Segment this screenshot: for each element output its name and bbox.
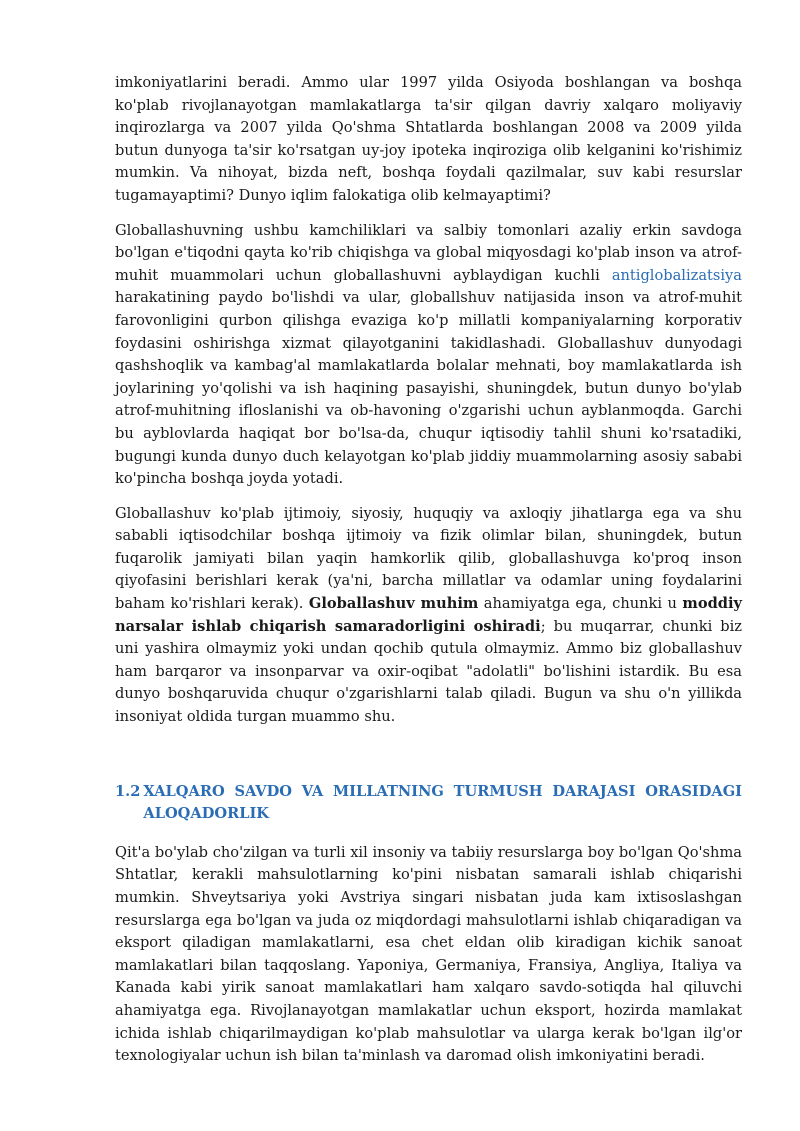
bold-phrase-globalization-important: Globallashuv muhim (308, 595, 479, 613)
paragraph-3 (115, 503, 742, 729)
bold-phrase-production-efficiency: moddiy narsalar ishlab chiqarish samaradorligini oshiradi (115, 595, 742, 635)
paragraph-2-text-after: harakatining paydo bo'lishdi va ular, globallshuv natijasida inson va atrof-muhit farovonligini qurbon qilishga evaziga ko'p millatli kompaniyalarning korporativ foydasini oshirishga xizmat qilayotganini takidlashadi. Globallashuv dunyodagi qashshoqlik va kambag'al mamlakatlarda bolalar mehnati, boy mamlakatlarda ish joylarining yo'qolishi va ish haqining pasayishi, shuningdek, butun dunyo bo'ylab atrof-muhitning ifloslanishi va ob-havoning o'zgarishi uchun ayblanmoqda. Garchi bu ayblovlarda haqiqat bor bo'lsa-da, chuqur iqtisodiy tahlil shuni ko'rsatadiki, bugungi kunda dunyo duch kelayotgan ko'plab jiddiy muammolarning asosiy sababi ko'pincha boshqa joyda yotadi. (115, 289, 742, 488)
section-title: XALQARO SAVDO VA MILLATNING TURMUSH DARAJASI ORASIDAGI ALOQADORLIK (143, 782, 742, 823)
paragraph-4: Qit'a bo'ylab cho'zilgan va turli xil insoniy va tabiiy resurslarga boy bo'lgan Qo'shma Shtatlar, kerakli mahsulotlarning ko'pini nisbatan samarali ishlab chiqarishi mumkin. Shveytsariya yoki Avstriya singari nisbatan juda kam ixtisoslashgan resurslarga ega bo'lgan va juda oz miqdordagi mahsulotlarni ishlab chiqaradigan va eksport qiladigan mamlakatlarni, esa chet eldan olib kiradigan kichik sanoat mamlakatlari bilan taqqoslang. Yaponiya, Germaniya, Fransiya, Angliya, Italiya va Kanada kabi yirik sanoat mamlakatlari ham xalqaro savdo-sotiqda hal qiluvchi ahamiyatga ega. Rivojlanayotgan mamlakatlar uchun eksport, hozirda mamlakat ichida ishlab chiqarilmaydigan ko'plab mahsulotlar va ularga kerak bo'lgan ilg'or texnologiyalar uchun ish bilan ta'minlash va daromad olish imkoniyatini beradi. (115, 843, 742, 1065)
antiglobalization-link[interactable]: antiglobalizatsiya (611, 266, 742, 284)
paragraph-2 (115, 220, 742, 491)
paragraph-2-text-before: Globallashuvning ushbu kamchiliklari va salbiy tomonlari azaliy erkin savdoga bo'lgan e'tiqodni qayta ko'rib chiqishga va global miqyosdagi ko'plab inson va atrof-muhit muammolari uchun globallashuvni ayblaydigan kuchli (115, 221, 742, 284)
paragraph-3-text-3: ; bu muqarrar, chunki biz uni yashira olmaymiz yoki undan qochib qutula olmaymiz. Ammo biz globallashuv ham barqaror va insonparvar va oxir-oqibat "adolatli" bo'lishini istardik. Bu esa dunyo boshqaruvida chuqur o'zgarishlarni talab qiladi. Bugun va shu o'n yillikda insoniyat oldida turgan muammo shu. (115, 617, 742, 726)
paragraph-1: imkoniyatlarini beradi. Ammo ular 1997 yilda Osiyoda boshlangan va boshqa ko'plab rivojlanayotgan mamlakatlarga ta'sir qilgan davriy xalqaro moliyaviy inqirozlarga va 2007 yilda Qo'shma Shtatlarda boshlangan 2008 va 2009 yilda butun dunyoga ta'sir ko'rsatgan uy-joy ipoteka inqiroziga olib kelganini ko'rishimiz mumkin. Va nihoyat, bizda neft, boshqa foydali qazilmalar, suv kabi resurslar tugamayaptimi? Dunyo iqlim falokatiga olib kelmayaptimi? (115, 74, 742, 204)
paragraph-3-text-1: Globallashuv ko'plab ijtimoiy, siyosiy, huquqiy va axloqiy jihatlarga ega va shu sababli iqtisodchilar boshqa ijtimoiy va fizik olimlar bilan, shuningdek, butun fuqarolik jamiyati bilan yaqin hamkorlik qilib, globallashuvga ko'proq inson qiyofasini berishlari kerak (ya'ni, barcha millatlar va odamlar uning foydalarini baham ko'rishlari kerak). (115, 504, 742, 613)
paragraph-3-text-2: ahamiyatga ega, chunki u (478, 595, 683, 613)
section-number: 1.2 (115, 782, 141, 800)
section-heading (115, 781, 742, 826)
